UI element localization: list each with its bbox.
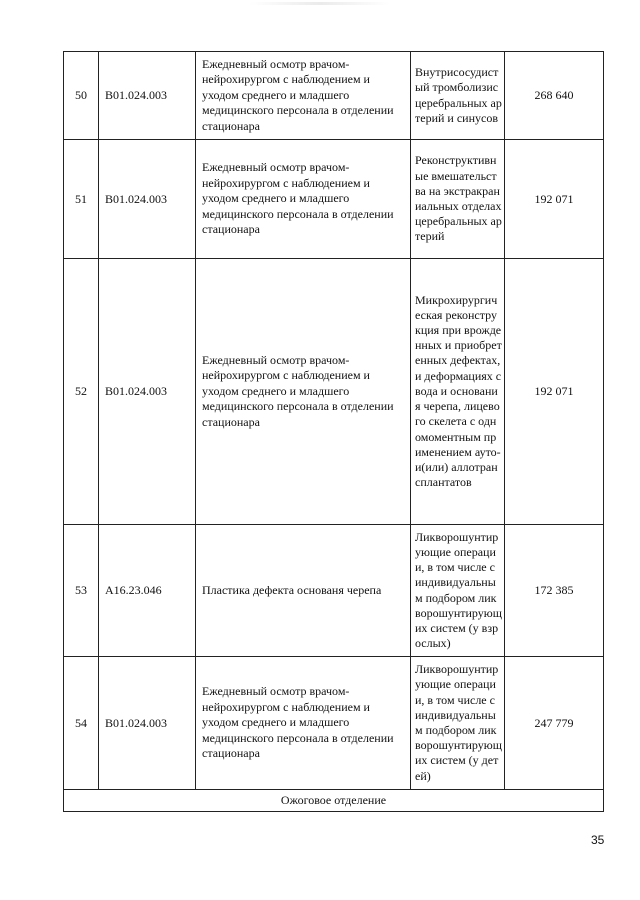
treatment-name: Внутрисосудистый тромболизис церебральных артерий и синусов xyxy=(411,52,505,140)
price: 172 385 xyxy=(505,525,604,657)
treatment-name: Реконструктивные вмешательства на экстракраниальных отделах церебральных артерий xyxy=(411,140,505,259)
table-row xyxy=(64,525,604,657)
service-code: B01.024.003 xyxy=(99,52,196,140)
section-title: Ожоговое отделение xyxy=(64,790,604,812)
price: 268 640 xyxy=(505,52,604,140)
section-row xyxy=(64,790,604,812)
service-description: Ежедневный осмотр врачом-нейрохирургом с наблюдением и уходом среднего и младшего медицинского персонала в отделении стационара xyxy=(196,657,411,790)
service-description: Ежедневный осмотр врачом-нейрохирургом с наблюдением и уходом среднего и младшего медицинского персонала в отделении стационара xyxy=(196,259,411,525)
service-description: Ежедневный осмотр врачом-нейрохирургом с наблюдением и уходом среднего и младшего медицинского персонала в отделении стационара xyxy=(196,52,411,140)
service-code: A16.23.046 xyxy=(99,525,196,657)
table-row xyxy=(64,140,604,259)
price: 192 071 xyxy=(505,140,604,259)
table-row xyxy=(64,259,604,525)
table-row xyxy=(64,52,604,140)
row-number: 54 xyxy=(64,657,99,790)
treatment-name: Ликворошунтирующие операции, в том числе с индивидуальным подбором ликворошунтирующих систем (у детей) xyxy=(411,657,505,790)
service-description: Ежедневный осмотр врачом-нейрохирургом с наблюдением и уходом среднего и младшего медицинского персонала в отделении стационара xyxy=(196,140,411,259)
row-number: 51 xyxy=(64,140,99,259)
treatment-name: Микрохирургическая реконструкция при врожденных и приобретенных дефектах, и деформациях свода и основания черепа, лицевого скелета с одномоментным применением ауто-и(или) аллотрансплантатов xyxy=(411,259,505,525)
service-code: B01.024.003 xyxy=(99,259,196,525)
service-code: B01.024.003 xyxy=(99,657,196,790)
treatment-name: Ликворошунтирующие операции, в том числе с индивидуальным подбором ликворошунтирующих систем (у взрослых) xyxy=(411,525,505,657)
services-table xyxy=(63,51,604,812)
row-number: 53 xyxy=(64,525,99,657)
service-description: Пластика дефекта основаня черепа xyxy=(196,525,411,657)
price: 247 779 xyxy=(505,657,604,790)
page-number: 35 xyxy=(591,833,605,847)
row-number: 52 xyxy=(64,259,99,525)
table-row xyxy=(64,657,604,790)
price: 192 071 xyxy=(505,259,604,525)
scan-artifact xyxy=(250,2,390,5)
row-number: 50 xyxy=(64,52,99,140)
service-code: B01.024.003 xyxy=(99,140,196,259)
